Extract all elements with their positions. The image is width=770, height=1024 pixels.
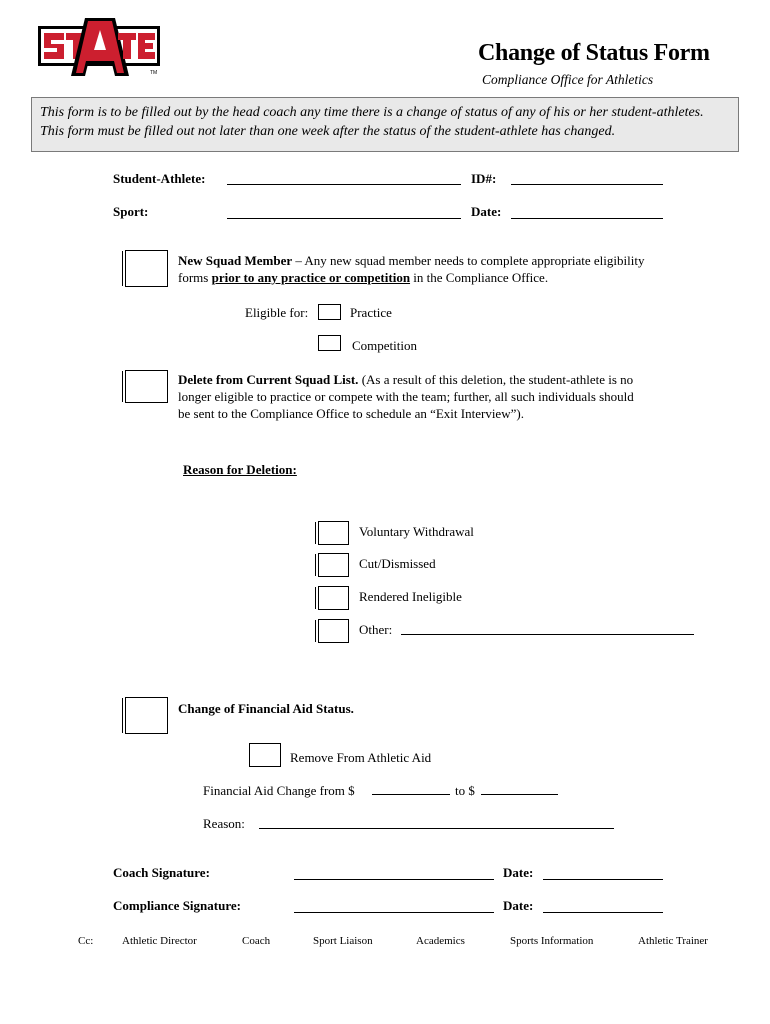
aid-change-from-label: Financial Aid Change from $ (203, 783, 355, 798)
voluntary-withdrawal-checkbox[interactable] (318, 521, 349, 545)
cc-label: Cc: (78, 935, 94, 947)
id-label: ID#: (471, 171, 497, 186)
new-squad-text-1: – Any new squad member needs to complete appropriate eligibility forms (178, 253, 645, 285)
new-squad-emphasis: prior to any practice or competition (211, 270, 411, 285)
practice-checkbox[interactable] (318, 304, 341, 320)
aid-change-to-field[interactable] (481, 794, 558, 795)
competition-checkbox[interactable] (318, 335, 341, 351)
practice-label: Practice (350, 305, 392, 320)
other-reason-field[interactable] (401, 634, 694, 635)
coach-date-field[interactable] (543, 879, 663, 880)
student-athlete-field[interactable] (227, 184, 461, 185)
cut-dismissed-checkbox[interactable] (318, 553, 349, 577)
other-checkbox[interactable] (318, 619, 349, 643)
coach-signature-label: Coach Signature: (113, 865, 210, 880)
cc-athletic-director: Athletic Director (122, 935, 197, 947)
other-label: Other: (359, 622, 393, 637)
aid-change-to-label: to $ (455, 783, 475, 798)
logo-trademark: TM (150, 70, 158, 76)
student-athlete-label: Student-Athlete: (113, 171, 206, 186)
arkansas-state-logo (36, 16, 164, 78)
remove-athletic-aid-label: Remove From Athletic Aid (290, 750, 432, 765)
page-subtitle: Compliance Office for Athletics (482, 72, 654, 87)
cc-sport-liaison: Sport Liaison (313, 935, 373, 947)
new-squad-heading: New Squad Member (178, 253, 293, 268)
cc-academics: Academics (416, 935, 465, 947)
eligible-for-label: Eligible for: (245, 305, 309, 320)
coach-signature-field[interactable] (294, 879, 494, 880)
cc-sports-information: Sports Information (510, 935, 594, 947)
financial-aid-heading: Change of Financial Aid Status. (178, 701, 354, 716)
compliance-date-field[interactable] (543, 912, 663, 913)
aid-reason-label: Reason: (203, 816, 245, 831)
compliance-signature-field[interactable] (294, 912, 494, 913)
sport-label: Sport: (113, 204, 149, 219)
rendered-ineligible-checkbox[interactable] (318, 586, 349, 610)
reason-for-deletion-heading: Reason for Deletion: (183, 462, 297, 477)
new-squad-member-text (178, 252, 658, 286)
competition-label: Competition (352, 338, 417, 353)
compliance-signature-label: Compliance Signature: (113, 898, 241, 913)
cc-coach: Coach (242, 935, 271, 947)
financial-aid-checkbox[interactable] (125, 697, 168, 734)
delete-squad-body: (As a result of this deletion, the student-athlete is no longer eligible to practice or compete with the team; further, all such individuals should be sent to the Compliance Office to schedule an “Exit Interview”). (178, 372, 634, 421)
new-squad-text-2: in the Compliance Office. (410, 270, 549, 285)
page-title: Change of Status Form (478, 40, 710, 66)
compliance-date-label: Date: (503, 898, 534, 913)
delete-squad-checkbox[interactable] (125, 370, 168, 403)
voluntary-withdrawal-label: Voluntary Withdrawal (359, 524, 474, 539)
instructions-notice: This form is to be filled out by the head coach any time there is a change of status of any of his or her student-athletes. This form must be filled out not later than one week after the status of the student-athlete has changed. (31, 97, 739, 152)
sport-field[interactable] (227, 218, 461, 219)
delete-squad-heading: Delete from Current Squad List. (178, 372, 359, 387)
coach-date-label: Date: (503, 865, 534, 880)
delete-squad-text (178, 371, 638, 422)
remove-athletic-aid-checkbox[interactable] (249, 743, 281, 767)
cut-dismissed-label: Cut/Dismissed (359, 556, 436, 571)
id-field[interactable] (511, 184, 663, 185)
date-label: Date: (471, 204, 502, 219)
aid-reason-field[interactable] (259, 828, 614, 829)
cc-athletic-trainer: Athletic Trainer (638, 935, 708, 947)
date-field[interactable] (511, 218, 663, 219)
new-squad-member-checkbox[interactable] (125, 250, 168, 287)
rendered-ineligible-label: Rendered Ineligible (359, 589, 462, 604)
aid-change-from-field[interactable] (372, 794, 450, 795)
